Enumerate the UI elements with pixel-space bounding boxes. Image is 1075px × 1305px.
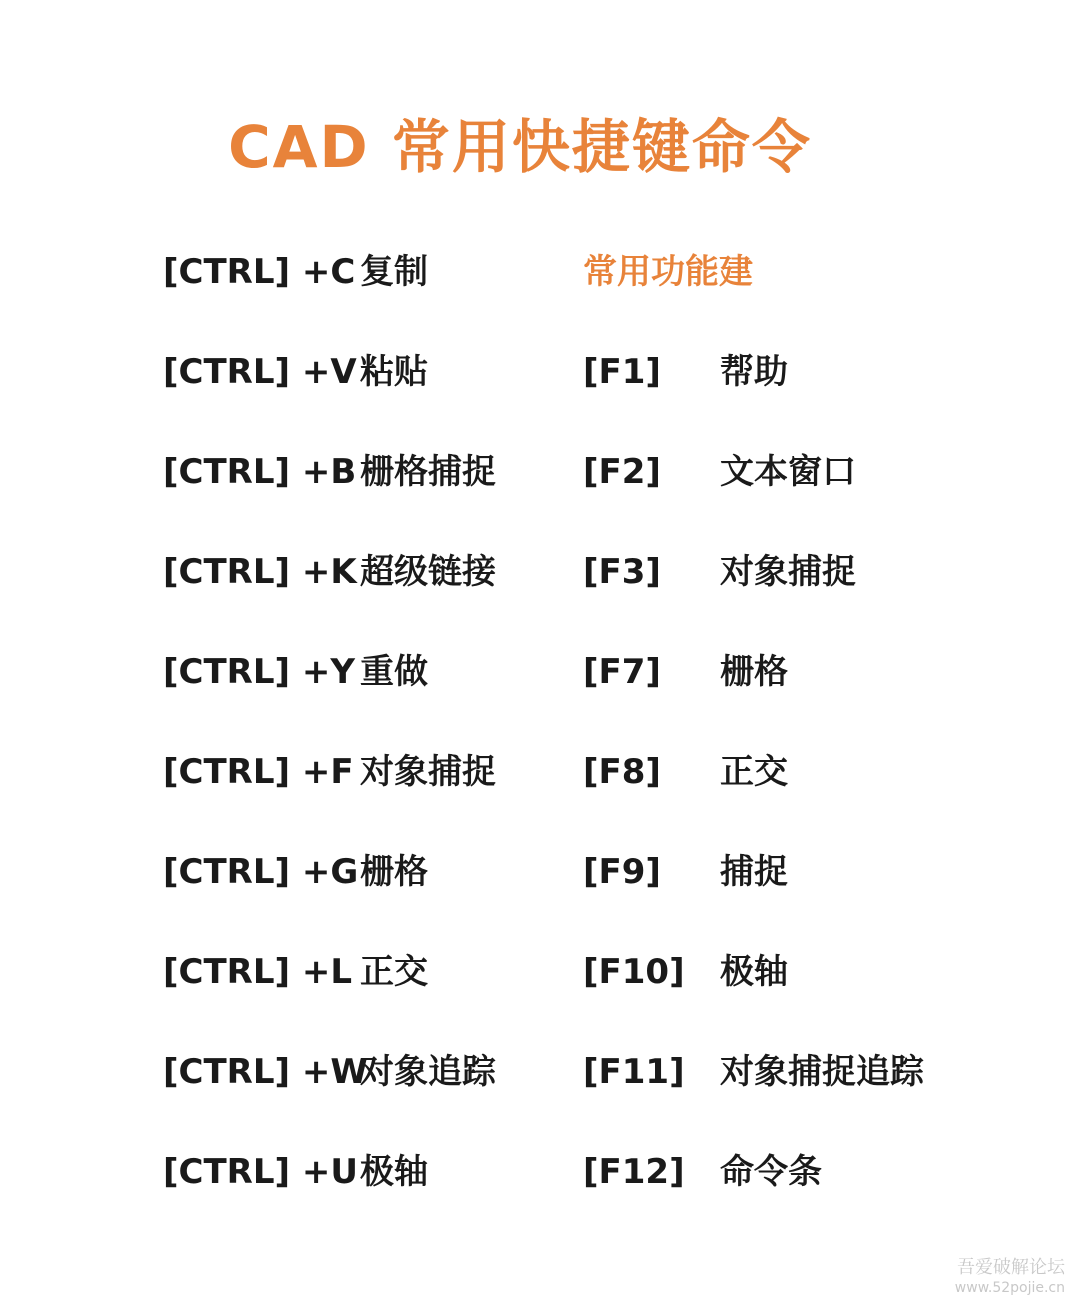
shortcut-key: [CTRL] +U [163,1152,359,1192]
shortcut-key: [CTRL] +G [163,852,359,892]
shortcut-key: [CTRL] +B [163,452,357,492]
shortcut-key: [F12] [583,1152,685,1192]
shortcut-desc: 粘贴 [360,352,428,392]
shortcut-desc: 对象追踪 [360,1052,496,1092]
shortcut-desc: 命令条 [720,1152,822,1192]
shortcut-desc: 极轴 [720,952,788,992]
shortcut-desc: 对象捕捉追踪 [720,1052,924,1092]
watermark [955,1257,1065,1297]
shortcut-key: [CTRL] +L [163,952,353,992]
shortcut-key: [CTRL] +W [163,1052,368,1092]
shortcut-desc: 正交 [720,752,788,792]
shortcut-key: [CTRL] +V [163,352,357,392]
shortcut-key: [CTRL] +K [163,552,357,592]
shortcut-key: [CTRL] +F [163,752,354,792]
shortcut-desc: 栅格捕捉 [360,452,496,492]
shortcut-desc: 正交 [360,952,428,992]
shortcut-desc: 对象捕捉 [360,752,496,792]
shortcut-desc: 文本窗口 [720,452,856,492]
shortcut-desc: 重做 [360,652,428,692]
shortcut-key: [F3] [583,552,661,592]
shortcut-key: [F11] [583,1052,685,1092]
shortcut-key: [F1] [583,352,661,392]
watermark-name: 吾爱破解论坛 [957,1257,1065,1278]
shortcut-key: [F2] [583,452,661,492]
shortcut-desc: 捕捉 [720,852,788,892]
shortcut-desc: 栅格 [720,652,788,692]
shortcut-key: [CTRL] +C [163,252,356,292]
section-heading: 常用功能建 [583,252,753,292]
shortcut-key: [F7] [583,652,661,692]
shortcut-desc: 帮助 [720,352,788,392]
shortcut-key: [F10] [583,952,685,992]
shortcut-desc: 栅格 [360,852,428,892]
shortcut-desc: 极轴 [360,1152,428,1192]
shortcut-key: [F9] [583,852,661,892]
shortcut-desc: 复制 [360,252,428,292]
shortcut-desc: 对象捕捉 [720,552,856,592]
page-title: CAD 常用快捷键命令 [228,113,812,181]
shortcut-key: [F8] [583,752,661,792]
watermark-url: www.52pojie.cn [954,1280,1065,1296]
shortcut-key: [CTRL] +Y [163,652,356,692]
shortcut-desc: 超级链接 [360,552,496,592]
